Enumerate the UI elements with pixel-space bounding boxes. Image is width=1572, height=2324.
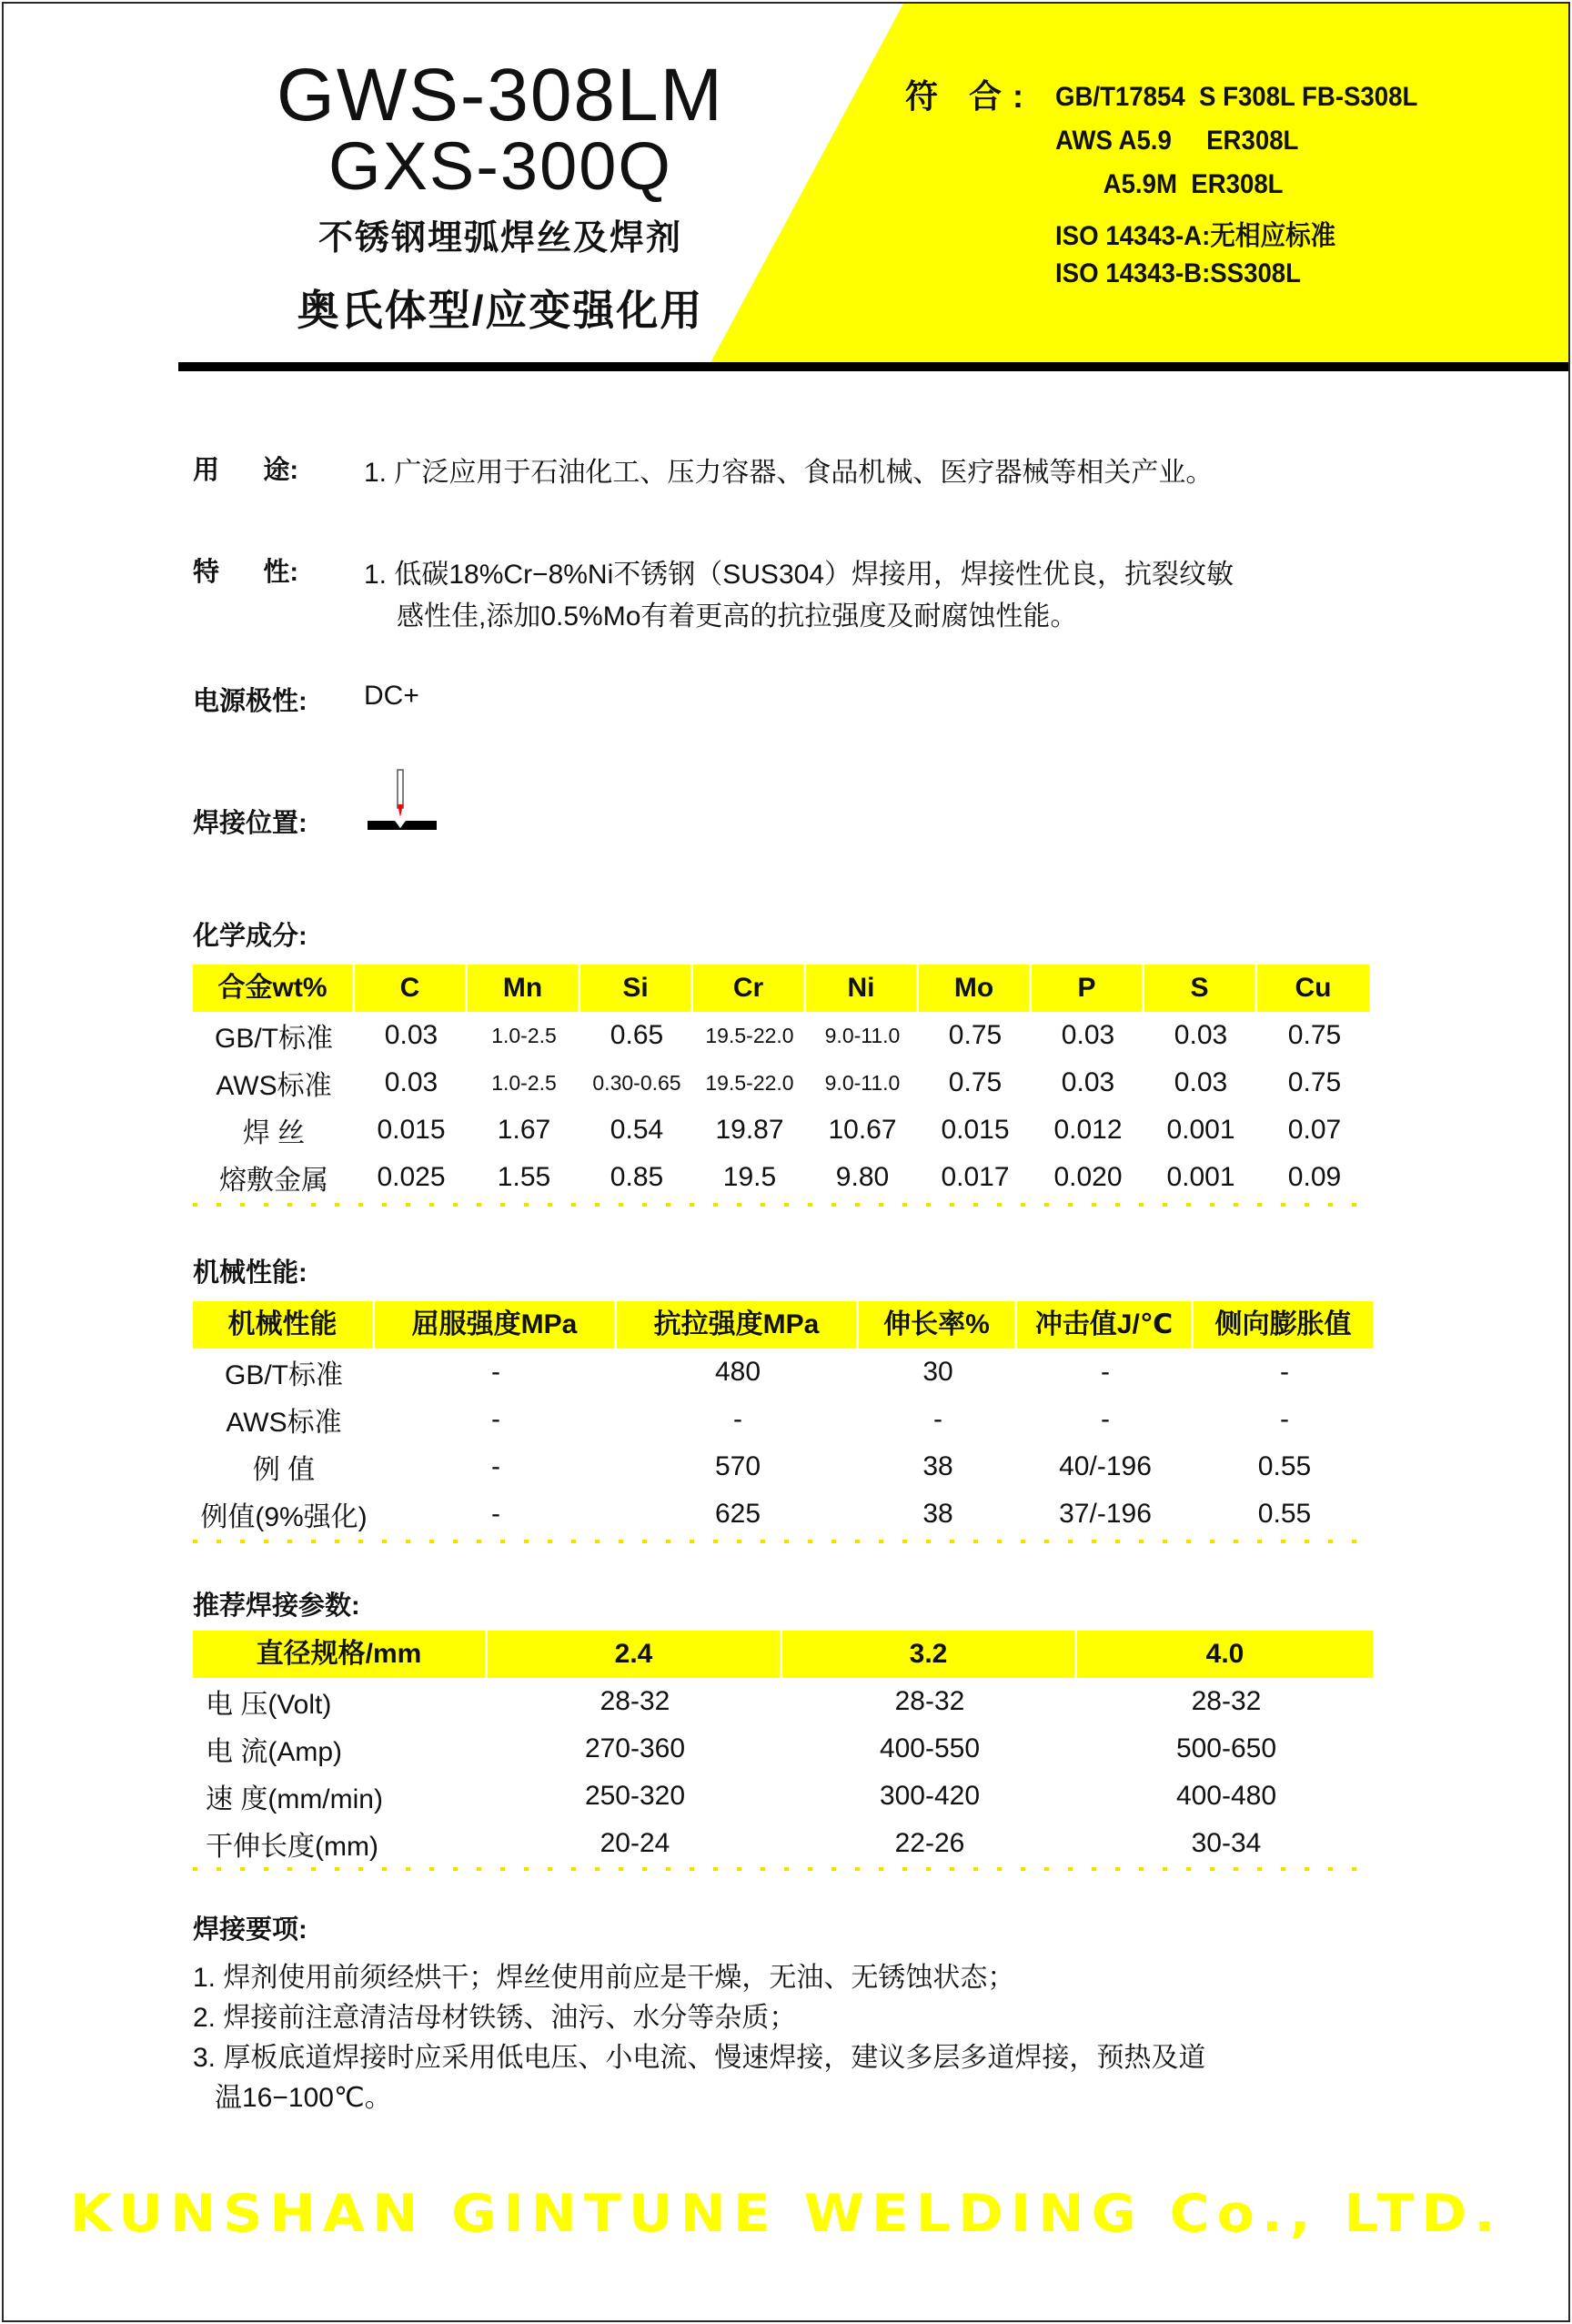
table-cell: 0.85	[610, 1162, 664, 1192]
flat-welding-position-icon	[364, 764, 446, 837]
table-cell: -	[1101, 1357, 1110, 1387]
params-table	[193, 1631, 1376, 1867]
table-cell: 0.03	[1174, 1020, 1228, 1050]
table-cell: 19.5-22.0	[705, 1023, 794, 1047]
table-cell: 30-34	[1191, 1828, 1262, 1858]
table-cell: 20-24	[600, 1828, 670, 1858]
column-header: P	[1032, 965, 1144, 1012]
table-header-row	[193, 1631, 1376, 1678]
table-cell: 0.09	[1287, 1162, 1342, 1192]
column-header: 机械性能	[193, 1301, 375, 1349]
table-cell: 0.55	[1257, 1451, 1312, 1481]
table-cell: 0.020	[1053, 1162, 1123, 1192]
row-label: 速 度(mm/min)	[206, 1784, 383, 1814]
table-cell: 0.65	[610, 1020, 664, 1050]
chemical-table	[193, 965, 1376, 1201]
table-row	[193, 1725, 1376, 1773]
column-header: Mn	[468, 965, 580, 1012]
row-label: 电 流(Amp)	[206, 1737, 342, 1767]
mechanical-title: 机械性能:	[193, 1258, 307, 1288]
table-row	[193, 1773, 1376, 1820]
table-row	[193, 1106, 1376, 1154]
table-cell: 300-420	[879, 1781, 981, 1811]
table-cell: 1.67	[497, 1115, 551, 1145]
table-cell: -	[733, 1404, 742, 1434]
table-cell: 250-320	[584, 1781, 686, 1811]
conformity-line: AWS A5.9 ER308L	[1055, 126, 1299, 156]
column-header: 抗拉强度MPa	[617, 1301, 859, 1349]
table-cell: 0.001	[1166, 1162, 1235, 1192]
column-header: 冲击值J/℃	[1017, 1301, 1194, 1349]
table-cell: 28-32	[894, 1686, 965, 1716]
table-cell: 19.5	[722, 1162, 777, 1192]
table-row	[193, 1490, 1376, 1538]
table-cell: 0.017	[941, 1162, 1010, 1192]
table-cell: 40/-196	[1059, 1451, 1152, 1481]
conformity-line: GB/T17854 S F308L FB-S308L	[1055, 82, 1418, 112]
column-header: 2.4	[488, 1631, 782, 1678]
table-cell: 0.30-0.65	[592, 1070, 681, 1095]
table-cell: -	[491, 1404, 500, 1434]
note-item: 1. 焊剂使用前须经烘干；焊丝使用前应是干燥，无油、无锈蚀状态；	[193, 1963, 1015, 1993]
table-cell: 0.03	[384, 1020, 438, 1050]
column-header: Mo	[919, 965, 1032, 1012]
row-label: 熔敷金属	[219, 1166, 328, 1196]
features-text-line-2: 感性佳,添加0.5%Mo有着更高的抗拉强度及耐腐蚀性能。	[397, 601, 1078, 632]
conformity-line: A5.9M ER308L	[1055, 169, 1284, 199]
table-cell: 270-360	[584, 1733, 686, 1763]
column-header: Ni	[806, 965, 919, 1012]
product-application: 奥氏体型/应变强化用	[297, 287, 704, 334]
table-cell: 0.75	[948, 1020, 1003, 1050]
params-title: 推荐焊接参数:	[193, 1591, 360, 1621]
row-label: AWS标准	[216, 1071, 332, 1101]
column-header: 3.2	[782, 1631, 1077, 1678]
chemical-divider	[193, 1203, 1376, 1207]
table-cell: -	[1280, 1357, 1289, 1387]
column-header: 直径规格/mm	[193, 1631, 488, 1678]
table-cell: 500-650	[1175, 1733, 1277, 1763]
row-label: 焊 丝	[242, 1118, 306, 1148]
table-cell: 0.55	[1257, 1499, 1312, 1529]
row-label: GB/T标准	[224, 1360, 343, 1390]
mechanical-table	[193, 1301, 1376, 1538]
table-cell: 0.001	[1166, 1115, 1235, 1145]
table-cell: 0.012	[1053, 1115, 1123, 1145]
conformity-line: ISO 14343-A:无相应标准	[1055, 221, 1336, 251]
table-cell: 0.015	[941, 1115, 1010, 1145]
table-cell: 0.54	[610, 1115, 664, 1145]
table-cell: -	[491, 1499, 500, 1529]
company-name: KUNSHAN GINTUNE WELDING Co., LTD.	[69, 2183, 1503, 2245]
table-cell: 0.75	[1287, 1020, 1342, 1050]
table-cell: 9.0-11.0	[824, 1070, 901, 1095]
row-label: 电 压(Volt)	[206, 1690, 332, 1720]
table-cell: 0.03	[384, 1067, 438, 1097]
header-divider	[178, 362, 1568, 371]
table-header-row	[193, 1301, 1376, 1349]
table-cell: -	[491, 1451, 500, 1481]
table-cell: 400-480	[1175, 1781, 1277, 1811]
product-code-flux: GXS-300Q	[328, 128, 672, 204]
conformity-line: ISO 14343-B:SS308L	[1055, 258, 1302, 288]
table-row	[193, 1349, 1376, 1396]
column-header: 伸长率%	[859, 1301, 1017, 1349]
table-cell: 400-550	[879, 1733, 981, 1763]
table-cell: 19.5-22.0	[705, 1070, 794, 1095]
position-label: 焊接位置:	[193, 809, 307, 838]
table-cell: 0.07	[1287, 1115, 1342, 1145]
column-header: S	[1144, 965, 1257, 1012]
product-subtitle: 不锈钢埋弧焊丝及焊剂	[317, 219, 682, 258]
notes-title: 焊接要项:	[193, 1915, 307, 1945]
column-header: 屈服强度MPa	[375, 1301, 617, 1349]
table-cell: 1.0-2.5	[491, 1023, 557, 1047]
column-header: 4.0	[1077, 1631, 1376, 1678]
table-cell: 0.015	[377, 1115, 446, 1145]
table-cell: -	[933, 1404, 942, 1434]
table-cell: 0.03	[1061, 1067, 1115, 1097]
table-cell: 19.87	[715, 1115, 784, 1145]
table-row	[193, 1396, 1376, 1443]
table-row	[193, 1443, 1376, 1490]
polarity-value: DC+	[364, 681, 419, 711]
table-row	[193, 1678, 1376, 1725]
column-header: 合金wt%	[193, 965, 355, 1012]
table-row	[193, 1820, 1376, 1867]
note-item: 2. 焊接前注意清洁母材铁锈、油污、水分等杂质；	[193, 2003, 797, 2033]
column-header: Cu	[1257, 965, 1372, 1012]
table-cell: 0.75	[1287, 1067, 1342, 1097]
table-cell: 0.025	[377, 1162, 446, 1192]
table-row	[193, 1059, 1376, 1106]
table-cell: 0.03	[1174, 1067, 1228, 1097]
chemical-title: 化学成分:	[193, 922, 307, 951]
conformity-label: 符 合:	[905, 77, 1034, 115]
table-cell: 28-32	[600, 1686, 670, 1716]
table-cell: 1.0-2.5	[491, 1070, 557, 1095]
column-header: C	[355, 965, 468, 1012]
mechanical-divider	[193, 1540, 1376, 1543]
table-cell: 570	[714, 1451, 761, 1481]
table-cell: 22-26	[894, 1828, 965, 1858]
table-cell: 37/-196	[1059, 1499, 1152, 1529]
params-divider	[193, 1867, 1376, 1871]
table-cell: 0.75	[948, 1067, 1003, 1097]
column-header: 侧向膨胀值	[1194, 1301, 1376, 1349]
table-row	[193, 1154, 1376, 1201]
table-cell: 9.80	[835, 1162, 890, 1192]
table-header-row	[193, 965, 1376, 1012]
product-code-wire: GWS-308LM	[277, 54, 724, 136]
column-header: Cr	[693, 965, 806, 1012]
row-label: GB/T标准	[214, 1024, 333, 1054]
table-cell: -	[1280, 1404, 1289, 1434]
table-cell: 30	[922, 1357, 953, 1387]
row-label: AWS标准	[226, 1408, 342, 1438]
usage-text: 1. 广泛应用于石油化工、压力容器、食品机械、医疗器械等相关产业。	[364, 458, 1214, 488]
table-cell: 9.0-11.0	[824, 1023, 901, 1047]
features-text-line-1: 1. 低碳18%Cr−8%Ni不锈钢（SUS304）焊接用，焊接性优良，抗裂纹敏	[364, 560, 1234, 590]
table-cell: 38	[922, 1451, 953, 1481]
note-item: 温16−100℃。	[215, 2083, 392, 2113]
table-cell: 28-32	[1191, 1686, 1262, 1716]
note-item: 3. 厚板底道焊接时应采用低电压、小电流、慢速焊接，建议多层多道焊接，预热及道	[193, 2043, 1206, 2073]
table-cell: 625	[714, 1499, 761, 1529]
table-cell: 38	[922, 1499, 953, 1529]
usage-label: 用 途:	[193, 456, 299, 485]
polarity-label: 电源极性:	[193, 687, 307, 716]
table-cell: 10.67	[828, 1115, 897, 1145]
row-label: 干伸长度(mm)	[206, 1832, 378, 1862]
table-cell: 1.55	[497, 1162, 551, 1192]
table-cell: -	[1101, 1404, 1110, 1434]
row-label: 例值(9%强化)	[200, 1502, 368, 1532]
features-label: 特 性:	[193, 558, 299, 587]
table-cell: -	[491, 1357, 500, 1387]
column-header: Si	[580, 965, 693, 1012]
table-cell: 0.03	[1061, 1020, 1115, 1050]
table-cell: 480	[714, 1357, 761, 1387]
table-row	[193, 1012, 1376, 1059]
row-label: 例 值	[252, 1455, 316, 1485]
